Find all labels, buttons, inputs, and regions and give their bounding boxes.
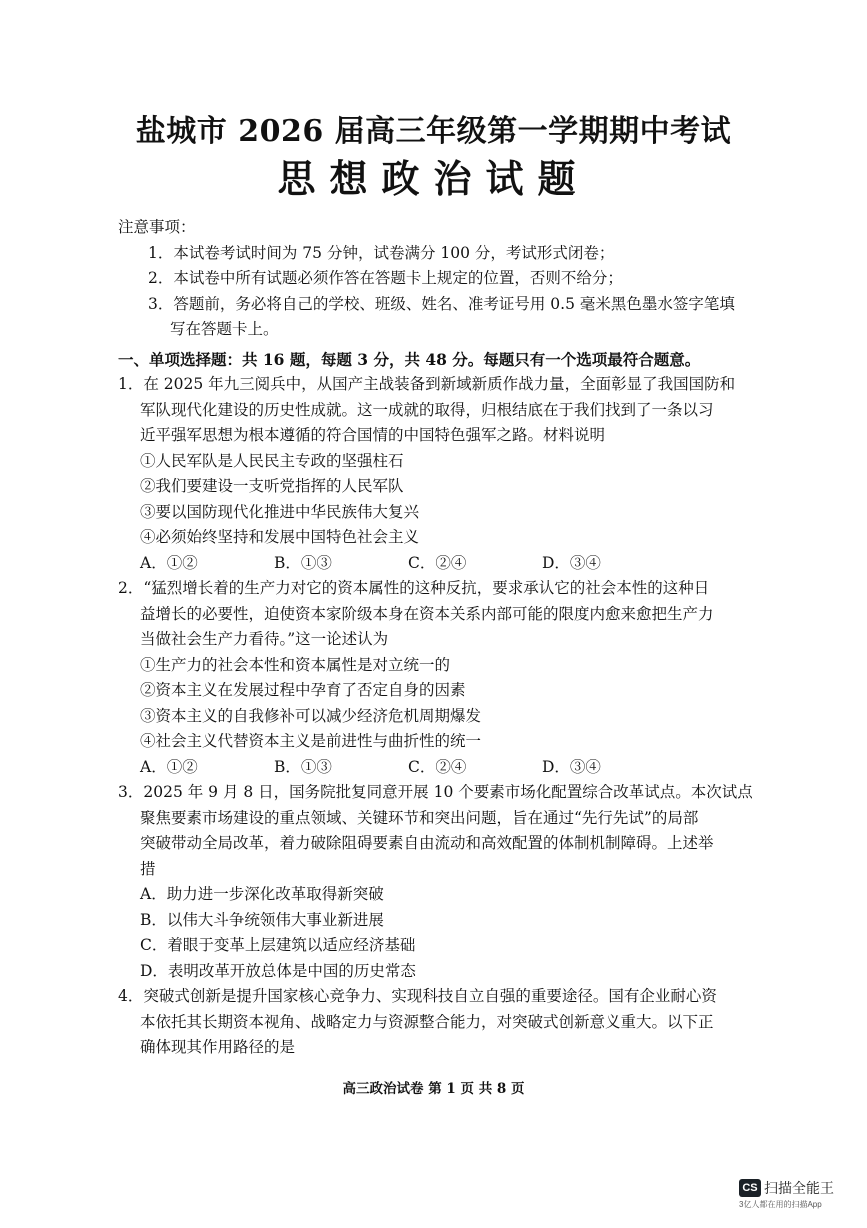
question-3-stem: 突破带动全局改革，着力破除阻碍要素自由流动和高效配置的体制机制障碍。上述举 — [140, 834, 714, 852]
statement: ①人民军队是人民民主专政的坚强柱石 — [140, 451, 404, 470]
question-1-choices — [118, 551, 778, 577]
option-c: C．着眼于变革上层建筑以适应经济基础 — [140, 936, 416, 954]
statement: ④社会主义代替资本主义是前进性与曲折性的统一 — [140, 732, 482, 750]
question-2-stem: 2．“猛烈增长着的生产力对它的资本属性的这种反抗，要求承认它的社会本性的这种日 — [118, 579, 710, 597]
choice-b: B．①③ — [274, 757, 332, 776]
notice-item: 1．本试卷考试时间为 75 分钟，试卷满分 100 分，考试形式闭卷； — [148, 243, 615, 262]
question-4-stem: 4．突破式创新是提升国家核心竞争力、实现科技自立自强的重要途径。国有企业耐心资 — [118, 987, 717, 1005]
notice-item-continuation: 写在答题卡上。 — [170, 320, 279, 338]
subject-title: 思想政治试题 — [277, 156, 590, 201]
question-1-stem: 1．在 2025 年九三阅兵中，从国产主战装备到新域新质作战力量，全面彰显了我国国防和 — [118, 375, 736, 393]
option-a: A．助力进一步深化改革取得新突破 — [140, 885, 384, 903]
choice-a: A．①② — [140, 553, 198, 572]
question-2-choices — [118, 755, 778, 781]
choice-d: D．③④ — [542, 553, 601, 572]
statement: ④必须始终坚持和发展中国特色社会主义 — [140, 528, 420, 546]
question-1-stem: 近平强军思想为根本遵循的符合国情的中国特色强军之路。材料说明 — [140, 426, 606, 444]
choice-c: C．②④ — [408, 757, 467, 776]
question-3-stem: 聚焦要素市场建设的重点领域、关键环节和突出问题，旨在通过“先行先试”的局部 — [140, 808, 699, 827]
exam-content — [118, 215, 778, 1061]
question-2-stem: 当做社会生产力看待。”这一论述认为 — [140, 630, 389, 648]
question-3-stem: 3．2025 年 9 月 8 日，国务院批复同意开展 10 个要素市场化配置综合改革试点。本次试点 — [118, 783, 753, 801]
watermark-name: 扫描全能王 — [764, 1180, 834, 1196]
notice-item: 3．答题前，务必将自己的学校、班级、姓名、准考证号用 0.5 毫米黑色墨水签字笔填 — [148, 294, 735, 313]
statement: ②资本主义在发展过程中孕育了否定自身的因素 — [140, 681, 466, 699]
statement: ②我们要建设一支听党指挥的人民军队 — [140, 477, 404, 495]
question-1-stem: 军队现代化建设的历史性成就。这一成就的取得，归根结底在于我们找到了一条以习 — [140, 400, 714, 419]
choice-c: C．②④ — [408, 553, 467, 572]
page-footer: 高三政治试卷 第 1 页 共 8 页 — [342, 1081, 525, 1097]
notice-item: 2．本试卷中所有试题必须作答在答题卡上规定的位置，否则不给分； — [148, 269, 623, 287]
question-3-stem: 措 — [140, 859, 156, 878]
camscanner-logo-icon: CS — [739, 1179, 761, 1197]
question-2-stem: 益增长的必要性，迫使资本家阶级本身在资本关系内部可能的限度内愈来愈把生产力 — [140, 604, 714, 623]
question-4-stem: 本依托其长期资本视角、战略定力与资源整合能力，对突破式创新意义重大。以下正 — [140, 1012, 714, 1031]
choice-a: A．①② — [140, 757, 198, 776]
option-b: B．以伟大斗争统领伟大事业新进展 — [140, 910, 384, 929]
choice-d: D．③④ — [542, 757, 601, 776]
exam-title: 盐城市 2026 届高三年级第一学期期中考试 — [135, 114, 732, 149]
notice-heading: 注意事项： — [118, 218, 196, 236]
section-heading: 一、单项选择题：共 16 题，每题 3 分，共 48 分。每题只有一个选项最符合题意。 — [118, 349, 701, 369]
statement: ③资本主义的自我修补可以减少经济危机周期爆发 — [140, 706, 482, 725]
choice-b: B．①③ — [274, 553, 332, 572]
watermark-tagline: 3亿人都在用的扫描App — [739, 1200, 822, 1209]
option-d: D．表明改革开放总体是中国的历史常态 — [140, 961, 416, 980]
scanner-watermark — [739, 1178, 847, 1210]
statement: ③要以国防现代化推进中华民族伟大复兴 — [140, 502, 420, 521]
statement: ①生产力的社会本性和资本属性是对立统一的 — [140, 655, 451, 674]
question-4-stem: 确体现其作用路径的是 — [140, 1038, 296, 1056]
